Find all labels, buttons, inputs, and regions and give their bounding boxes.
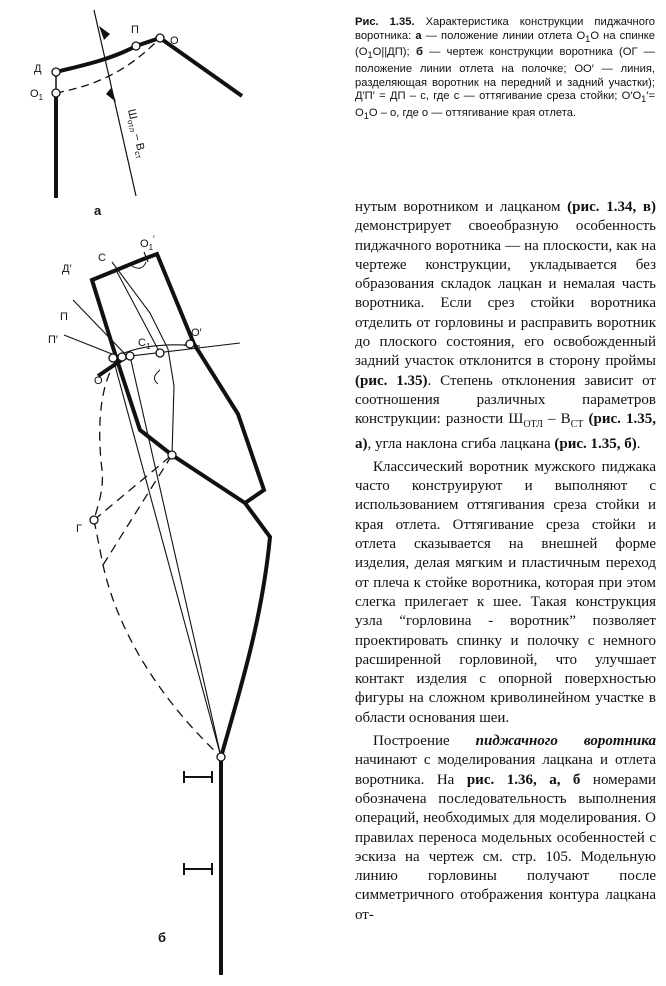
point-o1 [52, 89, 60, 97]
caption-title: Рис. 1.35. [355, 16, 415, 28]
caption-sub-2: 1 [367, 50, 373, 61]
label-pprime: П′ [48, 334, 58, 346]
g-dashed [94, 520, 221, 757]
paragraph-2: Классический воротник мужского пиджака часто конструируют и выполняют с использованием оттягивания среза стойки и края отлета. Оттягивание среза стойки и отлета сказывается на внешней форме изделия, делая мягким и пластичным переход от плеча к стойке воротника, которая при этом слегка прилегает к шее. Такая конструкция узла “горловина - воротник” позволяет проектировать спинку и полочку с немного расширенной горловиной, что улучшает контакт изделия с опорной поверхностью фигуры на сложном криволинейном участке в области основания шеи. [355, 458, 656, 726]
label-c: С [98, 252, 106, 264]
break-line-2 [113, 358, 221, 757]
label-o1prime: $О_1'$ [140, 234, 155, 252]
point-o [156, 34, 164, 42]
caption-text-4: О||ДП); [372, 46, 416, 59]
point-pprime [126, 352, 134, 360]
p1-text-c: . Степень отклонения зависит от соотношения различных параметров конструкции: разности Ш [355, 372, 656, 428]
point-g [90, 516, 98, 524]
caption-a-label: а [415, 29, 422, 42]
caption-text-2: — положение линии отлета О [421, 29, 586, 42]
break-line [130, 356, 221, 757]
p3-text-a: Построение [373, 733, 476, 750]
point-d [52, 68, 60, 76]
figure-caption [355, 16, 655, 124]
caption-b-label: б [415, 46, 423, 59]
point-o-b [109, 354, 117, 362]
p1-ref-2: (рис. 1.35) [355, 372, 428, 389]
body-text [355, 198, 656, 929]
point-p-b [118, 353, 126, 361]
corner-arc-3 [154, 370, 160, 384]
p1-text-d: – В [542, 411, 571, 428]
figure-b [48, 234, 270, 975]
label-p-b: П [60, 311, 68, 323]
label-c1: $С_1$ [138, 337, 151, 351]
label-o: О [170, 35, 179, 47]
collar-outline [92, 254, 264, 503]
lapel-outline [221, 503, 270, 975]
figure-b-label: б [158, 930, 167, 945]
paragraph-3 [355, 732, 656, 925]
p1-ref-1: (рис. 1.34, в) [567, 199, 656, 215]
p1-ref-4: (рис. 1.35, б) [554, 435, 637, 452]
g-lapel-dashed [103, 455, 172, 565]
caption-sub-4: 1 [363, 111, 369, 122]
caption-text-1: Характеристика конструкции пиджачного воротника: [355, 16, 655, 42]
p1-text-a: нутым воротником и лацканом [355, 199, 568, 215]
fold-line-dashed [56, 38, 160, 93]
caption-text-6: ′= О [355, 90, 655, 120]
caption-text-3: О на спинке (О [355, 29, 655, 59]
figure-a [30, 10, 242, 218]
arrow-bottom [106, 88, 116, 102]
p1-text-e: , угла наклона сгиба лацкана [367, 435, 555, 452]
label-dprime: Д′ [62, 263, 72, 275]
point-p [132, 42, 140, 50]
label-g: Г [76, 523, 82, 535]
paragraph-1 [355, 198, 656, 454]
p3-text-c: номерами обозначена последовательность выполнения операций, необходимых для моделирования. О правилах переноса модельных особенностей с эскиза на чертеж см. стр. 105. Модельную линию горловины получают после симметричного отображения контура лацкана от- [355, 771, 656, 923]
p1-text-f: . [636, 435, 641, 452]
figure-a-label: а [94, 203, 102, 218]
p1-sub-1: ОТЛ [523, 419, 543, 431]
caption-sub-3: 1 [641, 94, 647, 105]
p3-emphasis: пиджачного воротника [475, 733, 657, 750]
label-o1: $О_1$ [30, 88, 44, 102]
caption-sub-1: 1 [585, 33, 591, 44]
label-d: Д [34, 63, 42, 75]
point-break [168, 451, 176, 459]
p1-text-b: демонстрирует своеобразную особенность пиджачного воротника — на плоскости, как на чертеже конструкции, укладывается без образования складок лацкан и немалая часть воротника. Если срез стойки воротника отделить от горловины и расправить воротник до плоского состояния, его освобожденный задний участок отклонится в сторону проймы [355, 218, 656, 370]
point-bottom [217, 753, 225, 761]
tick-mark-2 [184, 863, 212, 875]
p1-sub-2: СТ [570, 419, 584, 431]
p3-text-b: начинают с моделирования лацкана и отлета воротника. На [355, 752, 656, 788]
point-oprime [186, 340, 194, 348]
label-o-b: О [94, 375, 103, 387]
label-w-b: $Ш_{отл} - В_{ст}$ [125, 107, 147, 160]
measure-line [94, 10, 136, 196]
p3-ref: рис. 1.36, а, б [466, 771, 581, 788]
caption-text-7: О – о, где о — оттягивание края отлета. [368, 107, 577, 120]
label-p: П [131, 24, 139, 36]
caption-text-5: — чертеж конструкции воротника (ОГ — положение линии отлета на полочке; ОО′ — линия, разделяющая воротник на передний и задний участки); Д′П′ = ДП – с, где с — оттягивание среза стойки; О′О [355, 46, 655, 103]
tick-mark-1 [184, 771, 212, 783]
label-oprime: О′ [191, 327, 202, 339]
point-c1 [156, 349, 164, 357]
p1-ref-3: (рис. 1.35, а) [355, 411, 656, 452]
